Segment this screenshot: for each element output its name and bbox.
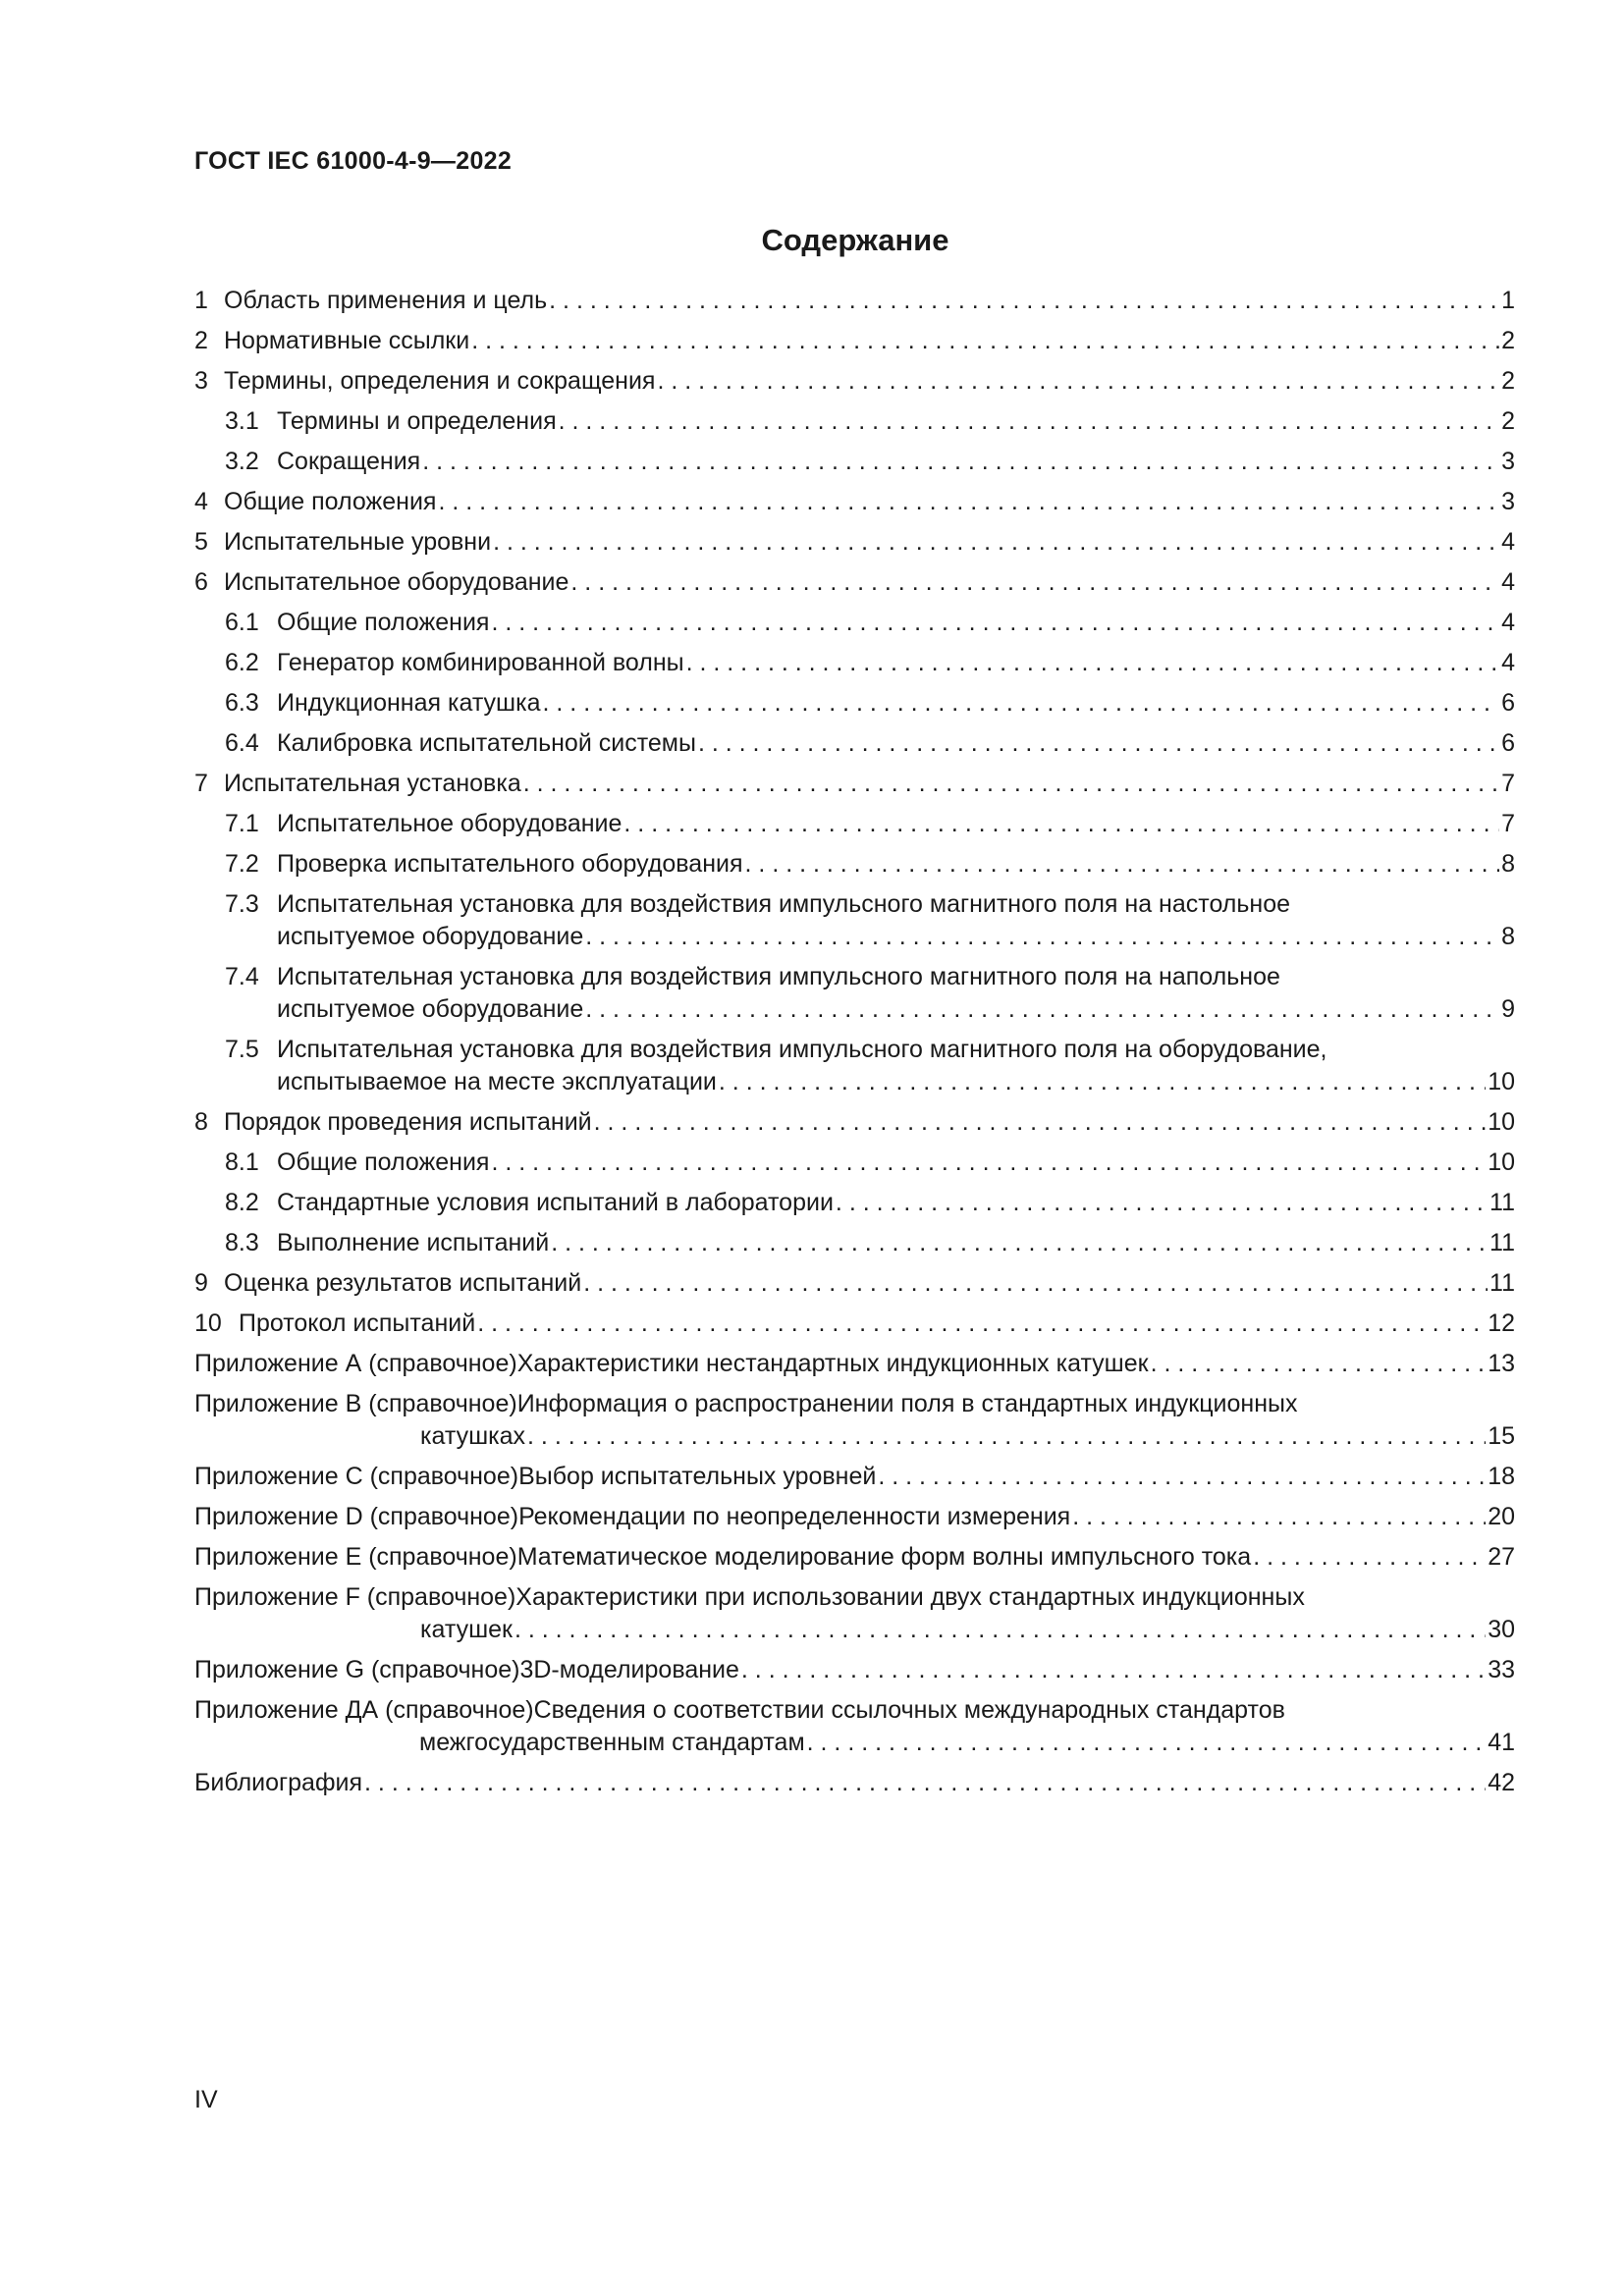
- appendix-lead: Приложение F (справочное): [194, 1583, 516, 1611]
- document-header: ГОСТ IEC 61000-4-9—2022: [194, 147, 513, 175]
- toc-label: Испытательная установка для воздействия импульсного магнитного поля на оборудование,: [277, 1036, 1327, 1063]
- toc-bibliography[interactable]: [194, 1767, 1515, 1799]
- toc-label: Выбор испытательных уровней: [518, 1463, 877, 1490]
- toc-entry-7-2[interactable]: [194, 848, 1515, 881]
- toc-entry-3[interactable]: [194, 365, 1515, 398]
- page-number: IV: [194, 2086, 218, 2113]
- toc-entry-8-3[interactable]: [194, 1227, 1515, 1259]
- toc-appendix-c[interactable]: [194, 1461, 1515, 1493]
- appendix-lead: Приложение С (справочное): [194, 1463, 519, 1490]
- toc-entry-6-1[interactable]: [194, 607, 1515, 639]
- toc-number: 7.1: [225, 810, 259, 837]
- toc-label: Информация о распространении поля в стандартных индукционных: [516, 1390, 1298, 1417]
- toc-leader: [585, 921, 1499, 953]
- toc-number: 7: [194, 770, 208, 797]
- toc-label: Испытательное оборудование: [277, 810, 623, 837]
- toc-leader: [543, 687, 1500, 720]
- toc-page: 2: [1501, 327, 1515, 354]
- toc-leader: [491, 607, 1499, 639]
- toc-number: 7.5: [225, 1036, 259, 1063]
- toc-label: Стандартные условия испытаний в лаборатории: [277, 1189, 834, 1216]
- toc-label: Математическое моделирование форм волны импульсного тока: [516, 1543, 1252, 1571]
- toc-entry-6-4[interactable]: [194, 727, 1515, 760]
- toc-label-continued: катушках: [420, 1422, 526, 1450]
- toc-entry-7-1[interactable]: [194, 808, 1515, 840]
- toc-label-continued: испытуемое оборудование: [277, 923, 584, 950]
- toc-entry-7-5[interactable]: [194, 1034, 1515, 1098]
- toc-number: 7.3: [225, 890, 259, 918]
- toc-label: Область применения и цель: [224, 287, 548, 314]
- toc-label: Проверка испытательного оборудования: [277, 850, 743, 878]
- toc-number: 6.1: [225, 609, 259, 636]
- toc-number: 3.1: [225, 407, 259, 435]
- toc-leader: [745, 848, 1500, 881]
- table-of-contents: [194, 285, 1515, 1807]
- toc-page: 3: [1501, 488, 1515, 515]
- toc-number: 7.4: [225, 963, 259, 990]
- toc-label: Сведения о соответствии ссылочных международных стандартов: [533, 1696, 1285, 1724]
- appendix-lead: Приложение D (справочное): [194, 1503, 519, 1530]
- toc-leader: [719, 1066, 1486, 1098]
- toc-page: 7: [1501, 810, 1515, 837]
- toc-entry-2[interactable]: [194, 325, 1515, 357]
- toc-appendix-da[interactable]: [194, 1694, 1515, 1759]
- toc-leader: [493, 526, 1499, 559]
- toc-leader: [741, 1654, 1486, 1686]
- page-title: Содержание: [761, 223, 949, 257]
- toc-leader: [570, 566, 1499, 599]
- toc-leader: [559, 405, 1499, 438]
- toc-label: Нормативные ссылки: [224, 327, 470, 354]
- toc-page: 4: [1501, 649, 1515, 676]
- toc-leader: [422, 446, 1499, 478]
- toc-label: Испытательные уровни: [224, 528, 492, 556]
- toc-leader: [807, 1727, 1487, 1759]
- toc-entry-3-1[interactable]: [194, 405, 1515, 438]
- toc-label-continued: межгосударственным стандартам: [419, 1729, 805, 1756]
- toc-entry-4[interactable]: [194, 486, 1515, 518]
- toc-label: Испытательная установка для воздействия импульсного магнитного поля на напольное: [277, 963, 1280, 990]
- toc-entry-6-2[interactable]: [194, 647, 1515, 679]
- appendix-lead: Приложение Е (справочное): [194, 1543, 517, 1571]
- toc-entry-10[interactable]: [194, 1308, 1515, 1340]
- toc-leader: [523, 768, 1499, 800]
- toc-page: 7: [1501, 770, 1515, 797]
- toc-number: 8.1: [225, 1148, 259, 1176]
- toc-page: 11: [1489, 1229, 1515, 1256]
- toc-number: 1: [194, 287, 208, 314]
- toc-entry-8-2[interactable]: [194, 1187, 1515, 1219]
- toc-appendix-e[interactable]: [194, 1541, 1515, 1574]
- toc-page: 1: [1501, 287, 1515, 314]
- toc-label-continued: катушек: [420, 1616, 513, 1643]
- toc-number: 8.3: [225, 1229, 259, 1256]
- toc-leader: [657, 365, 1499, 398]
- toc-label-continued: испытуемое оборудование: [277, 995, 584, 1023]
- appendix-lead: Приложение ДА (справочное): [194, 1696, 534, 1724]
- toc-leader: [549, 285, 1499, 317]
- toc-number: 10: [194, 1309, 222, 1337]
- toc-page: 6: [1501, 729, 1515, 757]
- toc-page: 20: [1488, 1503, 1515, 1530]
- toc-label-continued: испытываемое на месте эксплуатации: [277, 1068, 717, 1095]
- toc-page: 13: [1488, 1350, 1515, 1377]
- toc-leader: [1072, 1501, 1486, 1533]
- toc-leader: [551, 1227, 1488, 1259]
- toc-label: Генератор комбинированной волны: [277, 649, 684, 676]
- toc-page: 9: [1501, 995, 1515, 1023]
- toc-label: Калибровка испытательной системы: [277, 729, 696, 757]
- toc-leader: [438, 486, 1499, 518]
- toc-leader: [364, 1767, 1486, 1799]
- toc-appendix-b[interactable]: [194, 1388, 1515, 1453]
- toc-page: 42: [1488, 1769, 1515, 1796]
- toc-entry-6-3[interactable]: [194, 687, 1515, 720]
- toc-entry-7[interactable]: [194, 768, 1515, 800]
- toc-entry-5[interactable]: [194, 526, 1515, 559]
- toc-number: 8.2: [225, 1189, 259, 1216]
- toc-label: Общие положения: [277, 1148, 490, 1176]
- toc-entry-6[interactable]: [194, 566, 1515, 599]
- toc-number: 8: [194, 1108, 208, 1136]
- toc-number: 6.2: [225, 649, 259, 676]
- toc-page: 8: [1501, 923, 1515, 950]
- toc-leader: [585, 993, 1499, 1026]
- toc-label: Выполнение испытаний: [277, 1229, 550, 1256]
- toc-number: 9: [194, 1269, 208, 1297]
- toc-label: Сокращения: [277, 448, 421, 475]
- toc-appendix-d[interactable]: [194, 1501, 1515, 1533]
- toc-appendix-a[interactable]: [194, 1348, 1515, 1380]
- toc-page: 11: [1489, 1269, 1515, 1297]
- toc-leader: [477, 1308, 1486, 1340]
- toc-leader: [527, 1420, 1486, 1453]
- toc-page: 12: [1488, 1309, 1515, 1337]
- toc-page: 41: [1488, 1729, 1515, 1756]
- toc-number: 6: [194, 568, 208, 596]
- toc-label: Оценка результатов испытаний: [224, 1269, 582, 1297]
- toc-number: 3.2: [225, 448, 259, 475]
- toc-leader: [836, 1187, 1488, 1219]
- toc-page: 10: [1488, 1148, 1515, 1176]
- toc-leader: [623, 808, 1499, 840]
- toc-appendix-g[interactable]: [194, 1654, 1515, 1686]
- toc-page: 4: [1501, 609, 1515, 636]
- toc-page: 6: [1501, 689, 1515, 717]
- toc-page: 2: [1501, 407, 1515, 435]
- toc-page: 10: [1488, 1108, 1515, 1136]
- toc-label: Библиография: [194, 1769, 363, 1796]
- toc-leader: [594, 1106, 1487, 1139]
- toc-label: Характеристики при использовании двух стандартных индукционных: [515, 1583, 1305, 1611]
- toc-page: 15: [1488, 1422, 1515, 1450]
- toc-number: 5: [194, 528, 208, 556]
- toc-page: 8: [1501, 850, 1515, 878]
- toc-number: 6.3: [225, 689, 259, 717]
- toc-entry-1[interactable]: [194, 285, 1515, 317]
- toc-leader: [491, 1147, 1486, 1179]
- toc-entry-3-2[interactable]: [194, 446, 1515, 478]
- appendix-lead: Приложение G (справочное): [194, 1656, 520, 1683]
- toc-label: Общие положения: [277, 609, 490, 636]
- toc-entry-7-3[interactable]: [194, 888, 1515, 953]
- toc-label: Рекомендации по неопределенности измерения: [518, 1503, 1071, 1530]
- toc-label: Термины и определения: [277, 407, 557, 435]
- toc-leader: [514, 1614, 1486, 1646]
- toc-label: Общие положения: [224, 488, 437, 515]
- toc-number: 6.4: [225, 729, 259, 757]
- toc-leader: [471, 325, 1499, 357]
- toc-number: 2: [194, 327, 208, 354]
- toc-page: 10: [1488, 1068, 1515, 1095]
- toc-label: Характеристики нестандартных индукционных катушек: [516, 1350, 1149, 1377]
- toc-label: Испытательная установка для воздействия импульсного магнитного поля на настольное: [277, 890, 1291, 918]
- toc-entry-8-1[interactable]: [194, 1147, 1515, 1179]
- toc-page: 11: [1489, 1189, 1515, 1216]
- toc-page: 4: [1501, 528, 1515, 556]
- toc-leader: [583, 1267, 1488, 1300]
- toc-leader: [1151, 1348, 1487, 1380]
- toc-entry-8[interactable]: [194, 1106, 1515, 1139]
- toc-label: 3D-моделирование: [519, 1656, 739, 1683]
- toc-page: 33: [1488, 1656, 1515, 1683]
- toc-appendix-f[interactable]: [194, 1581, 1515, 1646]
- toc-number: 4: [194, 488, 208, 515]
- toc-page: 27: [1488, 1543, 1515, 1571]
- toc-number: 3: [194, 367, 208, 395]
- toc-number: 7.2: [225, 850, 259, 878]
- toc-leader: [686, 647, 1499, 679]
- toc-entry-9[interactable]: [194, 1267, 1515, 1300]
- toc-leader: [1253, 1541, 1486, 1574]
- toc-label: Протокол испытаний: [239, 1309, 476, 1337]
- toc-page: 4: [1501, 568, 1515, 596]
- toc-page: 30: [1488, 1616, 1515, 1643]
- toc-leader: [698, 727, 1499, 760]
- toc-label: Порядок проведения испытаний: [224, 1108, 592, 1136]
- toc-label: Испытательное оборудование: [224, 568, 569, 596]
- toc-label: Термины, определения и сокращения: [224, 367, 656, 395]
- toc-page: 3: [1501, 448, 1515, 475]
- toc-page: 18: [1488, 1463, 1515, 1490]
- appendix-lead: Приложение А (справочное): [194, 1350, 517, 1377]
- toc-entry-7-4[interactable]: [194, 961, 1515, 1026]
- toc-leader: [878, 1461, 1486, 1493]
- toc-label: Индукционная катушка: [277, 689, 541, 717]
- toc-label: Испытательная установка: [224, 770, 521, 797]
- toc-page: 2: [1501, 367, 1515, 395]
- appendix-lead: Приложение В (справочное): [194, 1390, 517, 1417]
